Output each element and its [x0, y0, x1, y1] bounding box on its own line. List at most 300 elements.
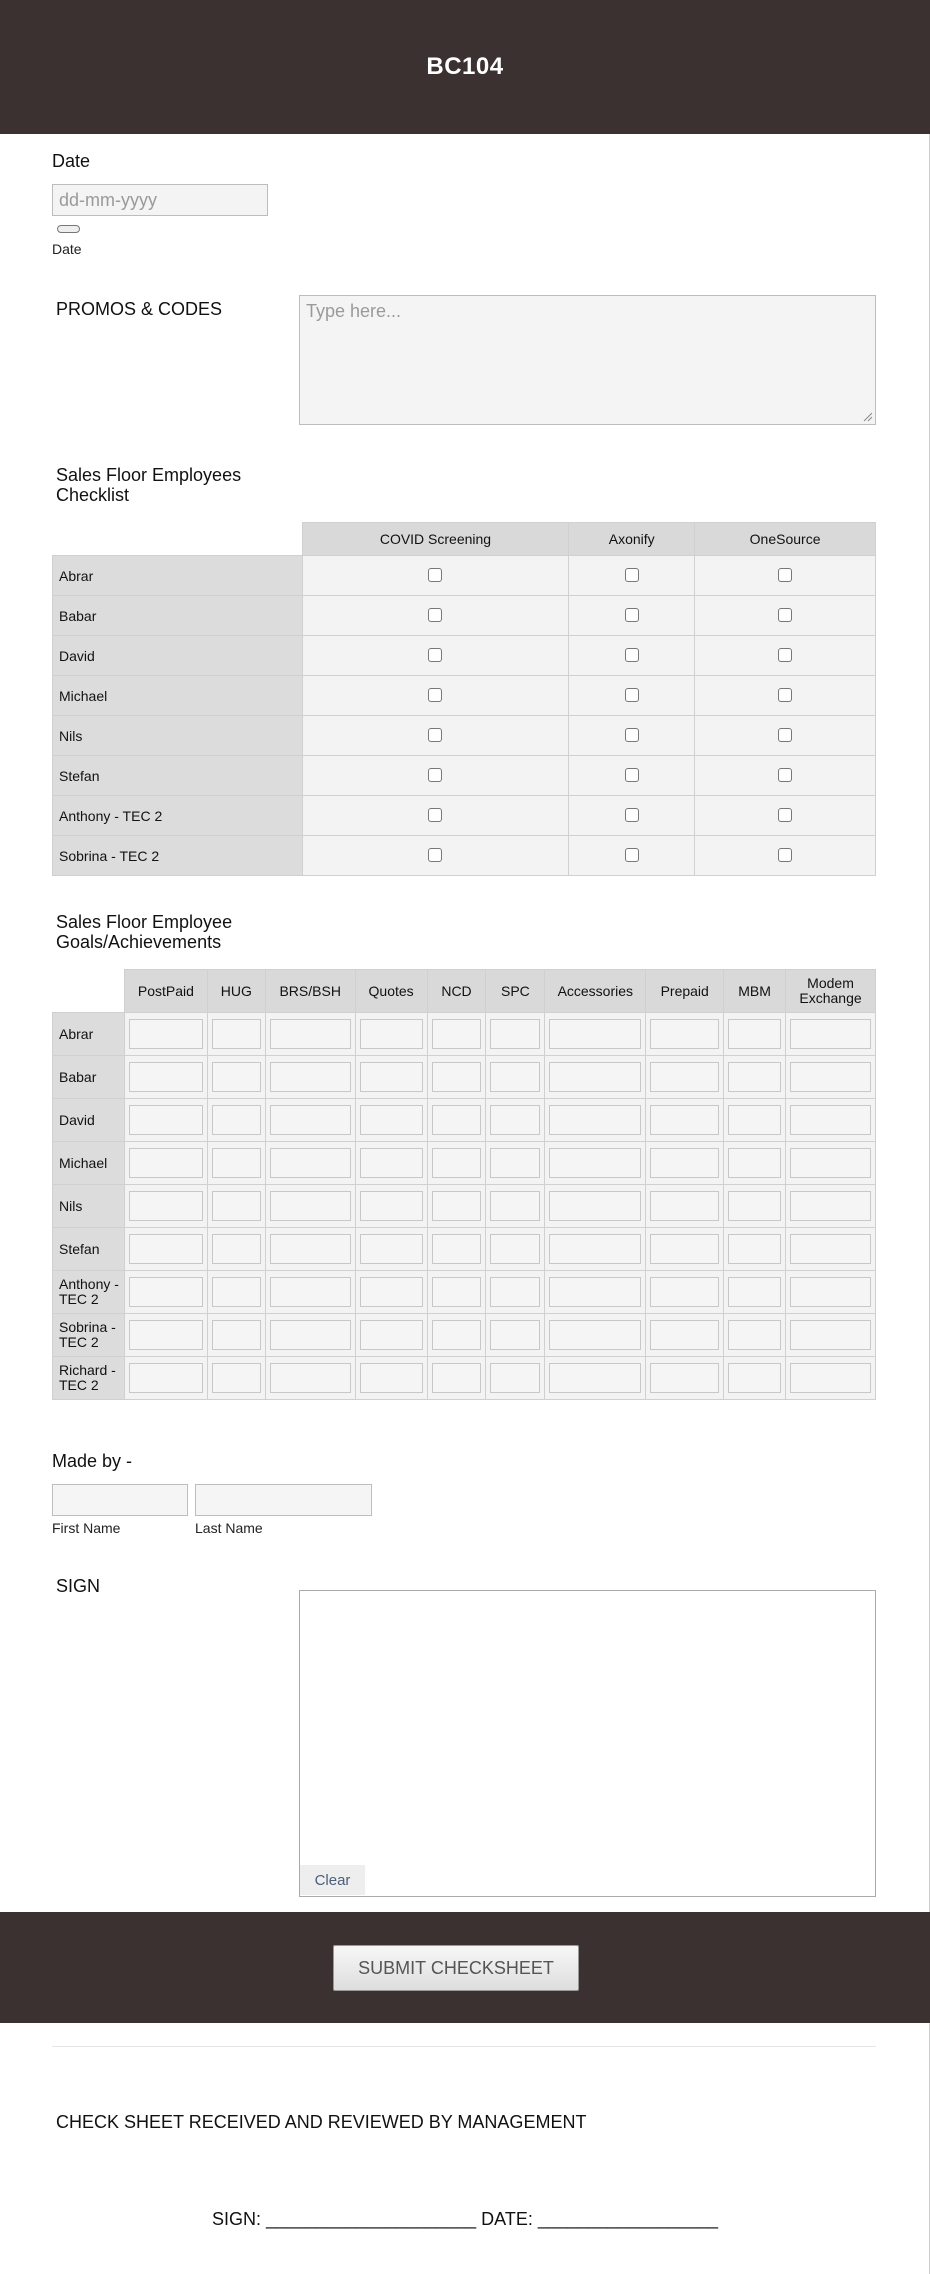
goal-input[interactable] [360, 1234, 423, 1264]
row-label: Babar [53, 596, 303, 636]
goal-input[interactable] [728, 1234, 781, 1264]
goal-input[interactable] [129, 1062, 203, 1092]
goals-col-prepaid: Prepaid [646, 970, 724, 1013]
form-header [0, 0, 930, 134]
input-cell [427, 1228, 486, 1271]
input-cell [545, 1357, 646, 1400]
goal-input[interactable] [212, 1234, 261, 1264]
date-input[interactable] [52, 184, 268, 216]
input-cell [786, 1185, 876, 1228]
checkbox-cell [569, 756, 695, 796]
input-cell [124, 1314, 207, 1357]
goal-input[interactable] [270, 1320, 351, 1350]
input-cell [486, 1013, 545, 1056]
goals-col-hug: HUG [207, 970, 265, 1013]
goal-input[interactable] [549, 1105, 641, 1135]
input-cell [207, 1357, 265, 1400]
sign-date-line: SIGN: _____________________ DATE: __________________ [211, 2209, 719, 2229]
goal-input[interactable] [360, 1148, 423, 1178]
checkbox-cell [695, 796, 876, 836]
signature-pad[interactable] [299, 1590, 876, 1897]
row-label: Michael [53, 676, 303, 716]
received-text: CHECK SHEET RECEIVED AND REVIEWED BY MANAGEMENT [56, 2112, 587, 2132]
onesource-checkbox[interactable] [778, 768, 792, 782]
goal-input[interactable] [490, 1234, 540, 1264]
goal-input[interactable] [650, 1105, 719, 1135]
input-cell [545, 1271, 646, 1314]
onesource-checkbox[interactable] [778, 568, 792, 582]
row-label: Babar [53, 1056, 125, 1099]
table-row [53, 1056, 876, 1099]
table-row [53, 1099, 876, 1142]
input-cell [265, 1056, 355, 1099]
input-cell [124, 1013, 207, 1056]
input-cell [427, 1185, 486, 1228]
goal-input[interactable] [790, 1105, 871, 1135]
goal-input[interactable] [270, 1105, 351, 1135]
table-row [53, 1185, 876, 1228]
divider [52, 2046, 876, 2047]
row-label: Sobrina - TEC 2 [53, 836, 303, 876]
table-row [53, 1357, 876, 1400]
date-picker-button[interactable] [57, 225, 80, 233]
row-label: Anthony - TEC 2 [53, 796, 303, 836]
row-label: Nils [53, 1185, 125, 1228]
goals-header-row [53, 970, 876, 1013]
table-row [53, 1314, 876, 1357]
goal-input[interactable] [360, 1062, 423, 1092]
onesource-checkbox[interactable] [778, 808, 792, 822]
goals-col-brs-bsh: BRS/BSH [265, 970, 355, 1013]
input-cell [207, 1099, 265, 1142]
goal-input[interactable] [432, 1019, 482, 1049]
table-row [53, 636, 876, 676]
goal-input[interactable] [212, 1148, 261, 1178]
input-cell [207, 1185, 265, 1228]
input-cell [207, 1013, 265, 1056]
goal-input[interactable] [212, 1105, 261, 1135]
input-cell [545, 1013, 646, 1056]
goal-input[interactable] [490, 1320, 540, 1350]
checkbox-cell [302, 676, 569, 716]
input-cell [265, 1185, 355, 1228]
goal-input[interactable] [270, 1019, 351, 1049]
checkbox-cell [695, 556, 876, 596]
table-row [53, 676, 876, 716]
row-label: Stefan [53, 756, 303, 796]
axonify-checkbox[interactable] [625, 568, 639, 582]
input-cell [724, 1056, 786, 1099]
input-cell [724, 1013, 786, 1056]
goal-input[interactable] [212, 1277, 261, 1307]
row-label: David [53, 636, 303, 676]
input-cell [265, 1357, 355, 1400]
goals-corner [53, 970, 125, 1013]
table-row [53, 756, 876, 796]
input-cell [124, 1056, 207, 1099]
goal-input[interactable] [129, 1191, 203, 1221]
goals-col-modem-exchange: Modem Exchange [786, 970, 876, 1013]
checkbox-cell [695, 716, 876, 756]
input-cell [427, 1314, 486, 1357]
row-label: Abrar [53, 1013, 125, 1056]
goal-input[interactable] [650, 1277, 719, 1307]
input-cell [427, 1056, 486, 1099]
goal-input[interactable] [728, 1191, 781, 1221]
table-row [53, 1271, 876, 1314]
goal-input[interactable] [549, 1062, 641, 1092]
checklist-col-axonify: Axonify [569, 523, 695, 556]
goal-input[interactable] [790, 1320, 871, 1350]
checklist-header-row [53, 523, 876, 556]
goal-input[interactable] [212, 1191, 261, 1221]
onesource-checkbox[interactable] [778, 728, 792, 742]
goal-input[interactable] [728, 1277, 781, 1307]
table-row [53, 796, 876, 836]
checklist-col-covid: COVID Screening [302, 523, 569, 556]
goal-input[interactable] [650, 1062, 719, 1092]
goal-input[interactable] [549, 1320, 641, 1350]
last-name-sublabel: Last Name [195, 1520, 263, 1536]
input-cell [646, 1271, 724, 1314]
checkbox-cell [569, 716, 695, 756]
row-label: David [53, 1099, 125, 1142]
checkbox-cell [695, 756, 876, 796]
onesource-checkbox[interactable] [778, 848, 792, 862]
checklist-title: Sales Floor Employees Checklist [56, 465, 242, 505]
input-cell [545, 1185, 646, 1228]
axonify-checkbox[interactable] [625, 648, 639, 662]
checkbox-cell [569, 596, 695, 636]
date-label: Date [52, 151, 91, 171]
first-name-input[interactable] [52, 1484, 188, 1516]
goal-input[interactable] [212, 1363, 261, 1393]
input-cell [545, 1142, 646, 1185]
goal-input[interactable] [549, 1148, 641, 1178]
input-cell [724, 1271, 786, 1314]
goal-input[interactable] [212, 1320, 261, 1350]
goal-input[interactable] [549, 1234, 641, 1264]
goal-input[interactable] [728, 1363, 781, 1393]
checklist-col-onesource: OneSource [695, 523, 876, 556]
checkbox-cell [695, 596, 876, 636]
goals-col-spc: SPC [486, 970, 545, 1013]
checkbox-cell [569, 676, 695, 716]
input-cell [786, 1228, 876, 1271]
goal-input[interactable] [270, 1062, 351, 1092]
checkbox-cell [302, 756, 569, 796]
input-cell [124, 1185, 207, 1228]
goal-input[interactable] [432, 1062, 482, 1092]
goal-input[interactable] [360, 1019, 423, 1049]
axonify-checkbox[interactable] [625, 608, 639, 622]
goal-input[interactable] [432, 1234, 482, 1264]
goal-input[interactable] [360, 1363, 423, 1393]
goal-input[interactable] [650, 1191, 719, 1221]
checkbox-cell [695, 836, 876, 876]
input-cell [265, 1099, 355, 1142]
checkbox-cell [302, 836, 569, 876]
goal-input[interactable] [432, 1105, 482, 1135]
row-label: Sobrina - TEC 2 [53, 1314, 125, 1357]
input-cell [355, 1357, 427, 1400]
submit-button[interactable]: SUBMIT CHECKSHEET [333, 1945, 579, 1991]
input-cell [207, 1314, 265, 1357]
input-cell [265, 1228, 355, 1271]
goal-input[interactable] [129, 1019, 203, 1049]
goals-title: Sales Floor Employee Goals/Achievements [56, 912, 233, 952]
goal-input[interactable] [129, 1234, 203, 1264]
input-cell [646, 1314, 724, 1357]
onesource-checkbox[interactable] [778, 688, 792, 702]
input-cell [786, 1013, 876, 1056]
input-cell [545, 1099, 646, 1142]
goal-input[interactable] [790, 1363, 871, 1393]
goal-input[interactable] [549, 1191, 641, 1221]
checkbox-cell [569, 556, 695, 596]
checkbox-cell [302, 596, 569, 636]
form-title: BC104 [426, 53, 504, 80]
goal-input[interactable] [728, 1062, 781, 1092]
goal-input[interactable] [728, 1320, 781, 1350]
goal-input[interactable] [360, 1105, 423, 1135]
table-row [53, 1228, 876, 1271]
axonify-checkbox[interactable] [625, 728, 639, 742]
row-label: Michael [53, 1142, 125, 1185]
checkbox-cell [302, 716, 569, 756]
input-cell [486, 1357, 545, 1400]
promos-label: PROMOS & CODES [56, 299, 223, 319]
goal-input[interactable] [212, 1019, 261, 1049]
covid-checkbox[interactable] [428, 648, 442, 662]
goal-input[interactable] [270, 1191, 351, 1221]
clear-signature-button[interactable]: Clear [300, 1865, 365, 1895]
date-sublabel: Date [52, 241, 82, 257]
input-cell [427, 1357, 486, 1400]
checkbox-cell [302, 796, 569, 836]
input-cell [646, 1056, 724, 1099]
table-row [53, 836, 876, 876]
table-row [53, 556, 876, 596]
goals-col-ncd: NCD [427, 970, 486, 1013]
input-cell [486, 1314, 545, 1357]
goal-input[interactable] [270, 1363, 351, 1393]
goal-input[interactable] [490, 1019, 540, 1049]
goal-input[interactable] [650, 1320, 719, 1350]
input-cell [427, 1271, 486, 1314]
covid-checkbox[interactable] [428, 768, 442, 782]
input-cell [124, 1271, 207, 1314]
checklist-corner [53, 523, 303, 556]
goal-input[interactable] [650, 1148, 719, 1178]
promos-textarea[interactable] [299, 295, 876, 425]
goal-input[interactable] [728, 1148, 781, 1178]
input-cell [124, 1099, 207, 1142]
goals-col-mbm: MBM [724, 970, 786, 1013]
input-cell [786, 1314, 876, 1357]
sign-label: SIGN [56, 1576, 101, 1596]
input-cell [486, 1099, 545, 1142]
input-cell [486, 1228, 545, 1271]
goal-input[interactable] [790, 1062, 871, 1092]
goal-input[interactable] [360, 1191, 423, 1221]
goal-input[interactable] [790, 1191, 871, 1221]
goal-input[interactable] [490, 1105, 540, 1135]
table-row [53, 596, 876, 636]
goal-input[interactable] [432, 1320, 482, 1350]
covid-checkbox[interactable] [428, 568, 442, 582]
covid-checkbox[interactable] [428, 728, 442, 742]
axonify-checkbox[interactable] [625, 848, 639, 862]
input-cell [545, 1228, 646, 1271]
goal-input[interactable] [790, 1148, 871, 1178]
input-cell [646, 1099, 724, 1142]
goal-input[interactable] [360, 1277, 423, 1307]
checkbox-cell [695, 676, 876, 716]
input-cell [724, 1099, 786, 1142]
goal-input[interactable] [129, 1105, 203, 1135]
input-cell [124, 1357, 207, 1400]
goal-input[interactable] [270, 1234, 351, 1264]
input-cell [646, 1228, 724, 1271]
input-cell [545, 1056, 646, 1099]
input-cell [724, 1314, 786, 1357]
checkbox-cell [569, 796, 695, 836]
input-cell [724, 1142, 786, 1185]
input-cell [355, 1142, 427, 1185]
input-cell [486, 1056, 545, 1099]
first-name-sublabel: First Name [52, 1520, 121, 1536]
table-row [53, 716, 876, 756]
checkbox-cell [569, 636, 695, 676]
resize-handle-icon[interactable] [861, 410, 873, 422]
goals-col-quotes: Quotes [355, 970, 427, 1013]
goal-input[interactable] [490, 1191, 540, 1221]
input-cell [427, 1142, 486, 1185]
input-cell [545, 1314, 646, 1357]
goal-input[interactable] [432, 1191, 482, 1221]
input-cell [786, 1271, 876, 1314]
input-cell [355, 1185, 427, 1228]
input-cell [207, 1228, 265, 1271]
row-label: Richard - TEC 2 [53, 1357, 125, 1400]
goal-input[interactable] [129, 1148, 203, 1178]
checkbox-cell [695, 636, 876, 676]
row-label: Nils [53, 716, 303, 756]
input-cell [265, 1142, 355, 1185]
input-cell [265, 1013, 355, 1056]
input-cell [207, 1142, 265, 1185]
axonify-checkbox[interactable] [625, 688, 639, 702]
table-row [53, 1142, 876, 1185]
goal-input[interactable] [650, 1234, 719, 1264]
goals-col-accessories: Accessories [545, 970, 646, 1013]
goal-input[interactable] [728, 1105, 781, 1135]
goal-input[interactable] [650, 1363, 719, 1393]
input-cell [355, 1271, 427, 1314]
axonify-checkbox[interactable] [625, 768, 639, 782]
goal-input[interactable] [129, 1363, 203, 1393]
row-label: Anthony - TEC 2 [53, 1271, 125, 1314]
input-cell [427, 1013, 486, 1056]
input-cell [207, 1056, 265, 1099]
onesource-checkbox[interactable] [778, 608, 792, 622]
input-cell [486, 1271, 545, 1314]
input-cell [265, 1271, 355, 1314]
goal-input[interactable] [728, 1019, 781, 1049]
goal-input[interactable] [212, 1062, 261, 1092]
covid-checkbox[interactable] [428, 848, 442, 862]
goal-input[interactable] [549, 1363, 641, 1393]
goals-col-postpaid: PostPaid [124, 970, 207, 1013]
goal-input[interactable] [432, 1148, 482, 1178]
goal-input[interactable] [432, 1363, 482, 1393]
goal-input[interactable] [270, 1277, 351, 1307]
goal-input[interactable] [490, 1363, 540, 1393]
goal-input[interactable] [129, 1320, 203, 1350]
goal-input[interactable] [360, 1320, 423, 1350]
goal-input[interactable] [549, 1019, 641, 1049]
made-by-label: Made by - [52, 1451, 133, 1471]
input-cell [355, 1056, 427, 1099]
covid-checkbox[interactable] [428, 608, 442, 622]
input-cell [646, 1142, 724, 1185]
input-cell [646, 1185, 724, 1228]
input-cell [355, 1099, 427, 1142]
row-label: Stefan [53, 1228, 125, 1271]
input-cell [646, 1013, 724, 1056]
goal-input[interactable] [490, 1277, 540, 1307]
goal-input[interactable] [490, 1062, 540, 1092]
goal-input[interactable] [790, 1234, 871, 1264]
goal-input[interactable] [790, 1277, 871, 1307]
row-label: Abrar [53, 556, 303, 596]
checklist-table [52, 522, 876, 876]
input-cell [724, 1228, 786, 1271]
goal-input[interactable] [129, 1277, 203, 1307]
input-cell [207, 1271, 265, 1314]
input-cell [265, 1314, 355, 1357]
last-name-input[interactable] [195, 1484, 372, 1516]
checkbox-cell [302, 636, 569, 676]
checkbox-cell [302, 556, 569, 596]
input-cell [124, 1228, 207, 1271]
goal-input[interactable] [549, 1277, 641, 1307]
goal-input[interactable] [270, 1148, 351, 1178]
covid-checkbox[interactable] [428, 808, 442, 822]
input-cell [427, 1099, 486, 1142]
input-cell [646, 1357, 724, 1400]
input-cell [355, 1228, 427, 1271]
goal-input[interactable] [790, 1019, 871, 1049]
onesource-checkbox[interactable] [778, 648, 792, 662]
input-cell [124, 1142, 207, 1185]
axonify-checkbox[interactable] [625, 808, 639, 822]
covid-checkbox[interactable] [428, 688, 442, 702]
goal-input[interactable] [432, 1277, 482, 1307]
input-cell [786, 1099, 876, 1142]
input-cell [786, 1357, 876, 1400]
goal-input[interactable] [490, 1148, 540, 1178]
input-cell [355, 1013, 427, 1056]
goal-input[interactable] [650, 1019, 719, 1049]
input-cell [724, 1185, 786, 1228]
input-cell [486, 1185, 545, 1228]
goals-table [52, 969, 876, 1400]
input-cell [724, 1357, 786, 1400]
input-cell [786, 1056, 876, 1099]
input-cell [786, 1142, 876, 1185]
